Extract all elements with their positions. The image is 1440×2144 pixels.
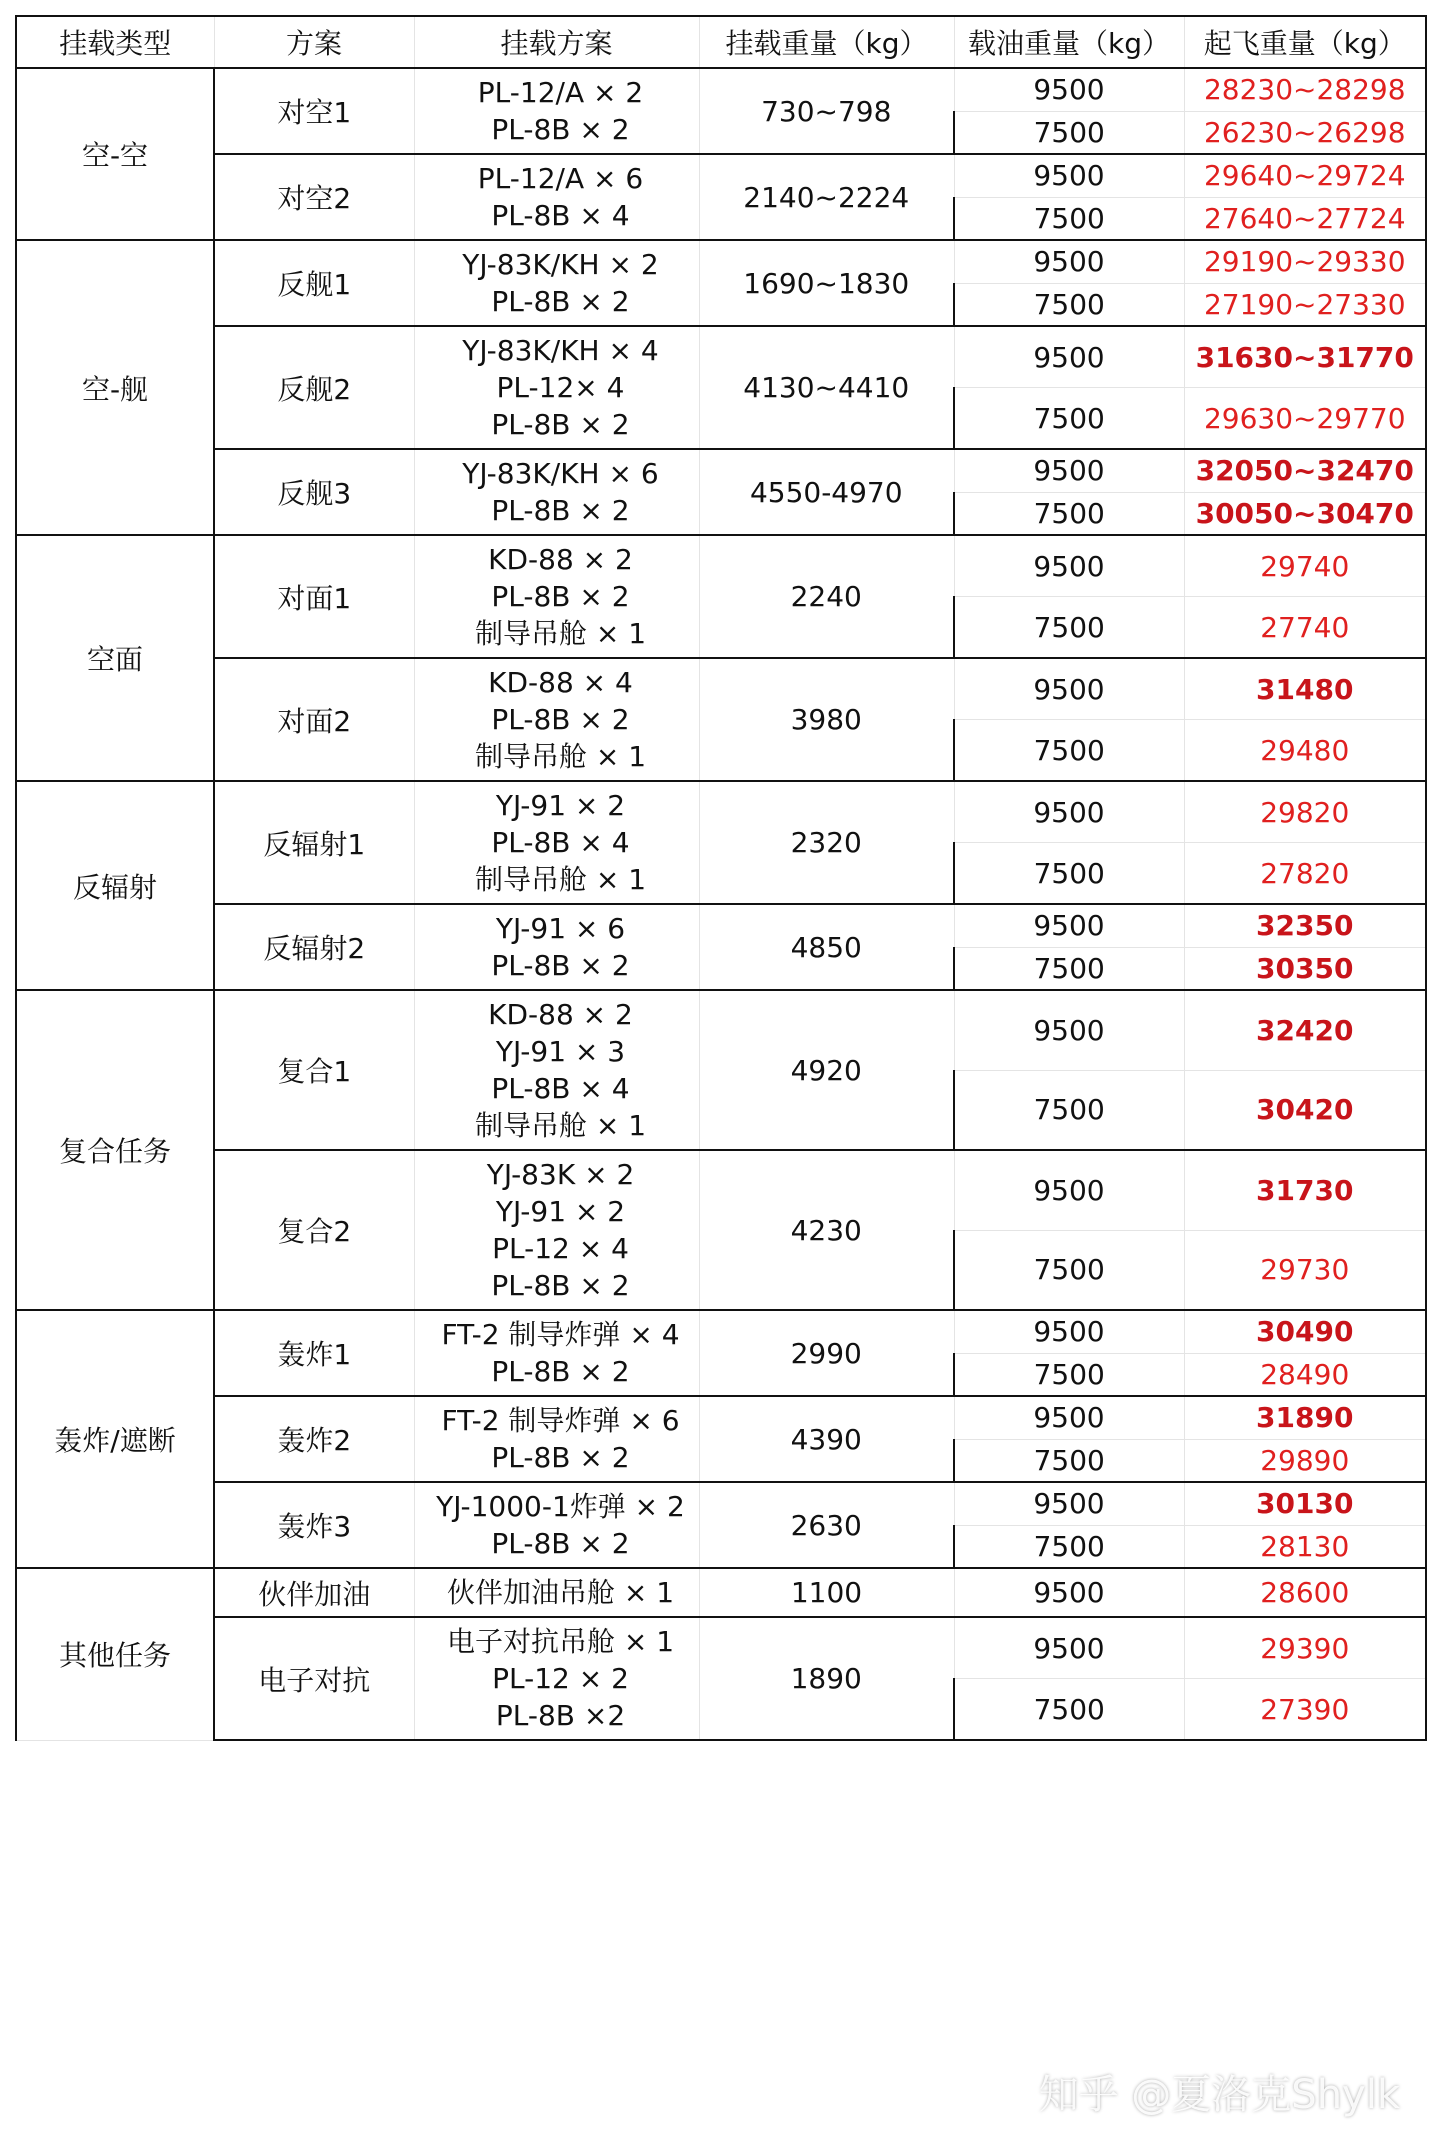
mount-weight-cell: 1100 (699, 1568, 954, 1617)
weapon-list (423, 664, 699, 775)
fuel-weight-cell: 7500 (954, 388, 1184, 450)
takeoff-weight-cell: 28130 (1184, 1525, 1426, 1568)
takeoff-weight-cell: 30490 (1184, 1310, 1426, 1353)
weapon-item: 制导吊舱 × 1 (474, 1109, 647, 1142)
plan-name-cell: 复合2 (214, 1150, 414, 1310)
weapon-item: YJ-91 × 2 (495, 789, 626, 822)
takeoff-weight-cell: 28600 (1184, 1568, 1426, 1617)
fuel-weight-cell: 7500 (954, 947, 1184, 990)
weapon-list (423, 1488, 699, 1562)
mount-weight-cell: 4920 (699, 990, 954, 1150)
takeoff-weight-cell: 27820 (1184, 843, 1426, 905)
takeoff-weight-cell: 29390 (1184, 1617, 1426, 1679)
mount-weight-cell: 4550-4970 (699, 449, 954, 535)
table-row (16, 240, 1426, 283)
mount-weight-cell: 4850 (699, 904, 954, 990)
weapon-item: 电子对抗吊舱 × 1 (446, 1625, 675, 1658)
fuel-weight-cell: 9500 (954, 990, 1184, 1070)
weapon-list (423, 455, 699, 529)
weapon-item: PL-8B × 4 (491, 826, 630, 859)
header-mount-weight: 挂载重量（kg） (699, 16, 954, 68)
fuel-weight-cell: 7500 (954, 1230, 1184, 1310)
plan-name-cell: 复合1 (214, 990, 414, 1150)
weapon-item: YJ-83K × 2 (486, 1158, 635, 1191)
takeoff-weight-cell: 26230~26298 (1184, 111, 1426, 154)
mount-type-cell: 反辐射 (16, 781, 214, 990)
plan-name-cell: 反辐射1 (214, 781, 414, 904)
weapons-cell (414, 1617, 699, 1740)
fuel-weight-cell: 7500 (954, 1439, 1184, 1482)
fuel-weight-cell: 7500 (954, 1353, 1184, 1396)
takeoff-weight-cell: 31480 (1184, 658, 1426, 720)
table-row (16, 1150, 1426, 1230)
table-row (16, 68, 1426, 111)
takeoff-weight-cell: 29640~29724 (1184, 154, 1426, 197)
weapons-cell (414, 1310, 699, 1396)
fuel-weight-cell: 9500 (954, 1310, 1184, 1353)
weapon-list (423, 1316, 699, 1390)
mount-weight-cell: 2140~2224 (699, 154, 954, 240)
weapons-cell (414, 449, 699, 535)
weapons-cell (414, 781, 699, 904)
takeoff-weight-cell: 32420 (1184, 990, 1426, 1070)
weapon-item: 制导吊舱 × 1 (474, 740, 647, 773)
takeoff-weight-cell: 30350 (1184, 947, 1426, 990)
weapon-item: PL-8B × 2 (491, 1527, 630, 1560)
takeoff-weight-cell: 29480 (1184, 720, 1426, 782)
fuel-weight-cell: 7500 (954, 720, 1184, 782)
plan-name-cell: 电子对抗 (214, 1617, 414, 1740)
weapon-item: PL-12 × 4 (492, 1232, 629, 1265)
table-row (16, 990, 1426, 1070)
weapons-cell (414, 326, 699, 449)
mount-weight-cell: 3980 (699, 658, 954, 781)
takeoff-weight-cell: 27190~27330 (1184, 283, 1426, 326)
weapon-item: 伙伴加油吊舱 × 1 (446, 1576, 675, 1609)
mount-type-cell: 其他任务 (16, 1568, 214, 1740)
mount-type-cell: 空-空 (16, 68, 214, 240)
fuel-weight-cell: 7500 (954, 1679, 1184, 1741)
weapons-cell (414, 658, 699, 781)
loadout-sheet (15, 15, 1425, 1741)
weapons-cell (414, 904, 699, 990)
weapon-list (423, 74, 699, 148)
weapon-item: YJ-91 × 6 (495, 912, 626, 945)
header-takeoff-weight: 起飞重量（kg） (1184, 16, 1426, 68)
weapon-list (423, 996, 699, 1144)
takeoff-weight-cell: 30130 (1184, 1482, 1426, 1525)
weapon-item: PL-8B × 2 (491, 494, 630, 527)
mount-weight-cell: 4130~4410 (699, 326, 954, 449)
table-body (16, 68, 1426, 1740)
weapon-item: YJ-83K/KH × 4 (462, 334, 659, 367)
weapon-item: PL-12/A × 6 (477, 162, 644, 195)
weapon-item: PL-8B × 2 (491, 703, 630, 736)
mount-weight-cell: 2240 (699, 535, 954, 658)
mount-weight-cell: 4230 (699, 1150, 954, 1310)
fuel-weight-cell: 9500 (954, 535, 1184, 597)
weapons-cell (414, 1482, 699, 1568)
weapon-item: KD-88 × 2 (488, 543, 633, 576)
weapon-item: YJ-83K/KH × 2 (462, 248, 659, 281)
fuel-weight-cell: 9500 (954, 781, 1184, 843)
takeoff-weight-cell: 29740 (1184, 535, 1426, 597)
weapon-item: PL-8B × 2 (491, 1441, 630, 1474)
weapon-item: PL-8B × 4 (491, 199, 630, 232)
takeoff-weight-cell: 31630~31770 (1184, 326, 1426, 388)
mount-weight-cell: 2320 (699, 781, 954, 904)
header-mount-type: 挂载类型 (16, 16, 214, 68)
fuel-weight-cell: 7500 (954, 1070, 1184, 1150)
table-row (16, 781, 1426, 843)
weapon-list (423, 332, 699, 443)
header-fuel-weight: 载油重量（kg） (954, 16, 1184, 68)
weapon-item: YJ-91 × 3 (495, 1035, 626, 1068)
takeoff-weight-cell: 27740 (1184, 597, 1426, 659)
weapon-item: PL-8B × 2 (491, 1355, 630, 1388)
weapons-cell (414, 1568, 699, 1617)
takeoff-weight-cell: 32350 (1184, 904, 1426, 947)
fuel-weight-cell: 9500 (954, 658, 1184, 720)
weapon-item: PL-8B × 2 (491, 580, 630, 613)
mount-weight-cell: 730~798 (699, 68, 954, 154)
takeoff-weight-cell: 28230~28298 (1184, 68, 1426, 111)
weapon-list (423, 1623, 699, 1734)
fuel-weight-cell: 9500 (954, 68, 1184, 111)
weapon-item: FT-2 制导炸弹 × 4 (441, 1318, 680, 1351)
fuel-weight-cell: 7500 (954, 1525, 1184, 1568)
table-row (16, 1310, 1426, 1353)
mount-weight-cell: 1890 (699, 1617, 954, 1740)
fuel-weight-cell: 9500 (954, 1150, 1184, 1230)
fuel-weight-cell: 9500 (954, 1568, 1184, 1617)
plan-name-cell: 反舰3 (214, 449, 414, 535)
plan-name-cell: 轰炸3 (214, 1482, 414, 1568)
weapons-cell (414, 1396, 699, 1482)
fuel-weight-cell: 7500 (954, 597, 1184, 659)
mount-weight-cell: 2990 (699, 1310, 954, 1396)
takeoff-weight-cell: 29630~29770 (1184, 388, 1426, 450)
weapon-list (423, 1574, 699, 1611)
weapon-item: YJ-83K/KH × 6 (462, 457, 659, 490)
takeoff-weight-cell: 28490 (1184, 1353, 1426, 1396)
header-mount-plan: 挂载方案 (414, 16, 699, 68)
plan-name-cell: 轰炸2 (214, 1396, 414, 1482)
weapons-cell (414, 990, 699, 1150)
weapon-item: PL-12× 4 (496, 371, 625, 404)
loadout-table (15, 15, 1427, 1741)
takeoff-weight-cell: 29820 (1184, 781, 1426, 843)
weapon-list (423, 1402, 699, 1476)
weapon-item: PL-8B × 2 (491, 285, 630, 318)
weapon-list (423, 160, 699, 234)
weapon-item: PL-8B × 4 (491, 1072, 630, 1105)
plan-name-cell: 反舰1 (214, 240, 414, 326)
weapons-cell (414, 154, 699, 240)
fuel-weight-cell: 7500 (954, 111, 1184, 154)
takeoff-weight-cell: 30050~30470 (1184, 492, 1426, 535)
fuel-weight-cell: 9500 (954, 240, 1184, 283)
mount-type-cell: 空-舰 (16, 240, 214, 535)
weapons-cell (414, 535, 699, 658)
weapon-item: PL-12 × 2 (492, 1662, 629, 1695)
weapon-item: FT-2 制导炸弹 × 6 (441, 1404, 680, 1437)
fuel-weight-cell: 9500 (954, 1617, 1184, 1679)
mount-type-cell: 轰炸/遮断 (16, 1310, 214, 1568)
plan-name-cell: 轰炸1 (214, 1310, 414, 1396)
fuel-weight-cell: 7500 (954, 843, 1184, 905)
weapon-item: 制导吊舱 × 1 (474, 863, 647, 896)
weapon-item: YJ-91 × 2 (495, 1195, 626, 1228)
takeoff-weight-cell: 31890 (1184, 1396, 1426, 1439)
table-row (16, 1396, 1426, 1439)
fuel-weight-cell: 7500 (954, 492, 1184, 535)
watermark: 知乎 @夏洛克Shylk (1038, 2072, 1400, 2118)
plan-name-cell: 反辐射2 (214, 904, 414, 990)
takeoff-weight-cell: 29730 (1184, 1230, 1426, 1310)
table-row (16, 1568, 1426, 1617)
plan-name-cell: 伙伴加油 (214, 1568, 414, 1617)
weapon-item: PL-12/A × 2 (477, 76, 644, 109)
weapon-item: KD-88 × 2 (488, 998, 633, 1031)
table-row (16, 154, 1426, 197)
takeoff-weight-cell: 29890 (1184, 1439, 1426, 1482)
table-row (16, 658, 1426, 720)
mount-type-cell: 空面 (16, 535, 214, 781)
weapons-cell (414, 240, 699, 326)
fuel-weight-cell: 7500 (954, 283, 1184, 326)
plan-name-cell: 对面1 (214, 535, 414, 658)
fuel-weight-cell: 9500 (954, 1482, 1184, 1525)
table-row (16, 326, 1426, 388)
weapon-item: KD-88 × 4 (488, 666, 633, 699)
takeoff-weight-cell: 29190~29330 (1184, 240, 1426, 283)
table-row (16, 449, 1426, 492)
weapon-item: 制导吊舱 × 1 (474, 617, 647, 650)
plan-name-cell: 对空1 (214, 68, 414, 154)
weapon-item: PL-8B ×2 (495, 1699, 626, 1732)
table-row (16, 1482, 1426, 1525)
weapon-item: PL-8B × 2 (491, 949, 630, 982)
weapons-cell (414, 1150, 699, 1310)
weapon-list (423, 246, 699, 320)
takeoff-weight-cell: 27390 (1184, 1679, 1426, 1741)
header-row (16, 16, 1426, 68)
mount-weight-cell: 1690~1830 (699, 240, 954, 326)
mount-weight-cell: 4390 (699, 1396, 954, 1482)
mount-type-cell: 复合任务 (16, 990, 214, 1310)
table-header (16, 16, 1426, 68)
weapon-item: PL-8B × 2 (491, 408, 630, 441)
takeoff-weight-cell: 30420 (1184, 1070, 1426, 1150)
takeoff-weight-cell: 32050~32470 (1184, 449, 1426, 492)
weapons-cell (414, 68, 699, 154)
plan-name-cell: 对面2 (214, 658, 414, 781)
weapon-item: PL-8B × 2 (491, 1269, 630, 1302)
plan-name-cell: 反舰2 (214, 326, 414, 449)
fuel-weight-cell: 7500 (954, 197, 1184, 240)
fuel-weight-cell: 9500 (954, 154, 1184, 197)
weapon-list (423, 541, 699, 652)
weapon-list (423, 787, 699, 898)
table-row (16, 1617, 1426, 1679)
weapon-list (423, 910, 699, 984)
weapon-item: PL-8B × 2 (491, 113, 630, 146)
takeoff-weight-cell: 31730 (1184, 1150, 1426, 1230)
header-plan: 方案 (214, 16, 414, 68)
weapon-list (423, 1156, 699, 1304)
table-row (16, 535, 1426, 597)
mount-weight-cell: 2630 (699, 1482, 954, 1568)
fuel-weight-cell: 9500 (954, 326, 1184, 388)
fuel-weight-cell: 9500 (954, 449, 1184, 492)
fuel-weight-cell: 9500 (954, 904, 1184, 947)
fuel-weight-cell: 9500 (954, 1396, 1184, 1439)
table-row (16, 904, 1426, 947)
takeoff-weight-cell: 27640~27724 (1184, 197, 1426, 240)
plan-name-cell: 对空2 (214, 154, 414, 240)
weapon-item: YJ-1000-1炸弹 × 2 (436, 1490, 685, 1523)
